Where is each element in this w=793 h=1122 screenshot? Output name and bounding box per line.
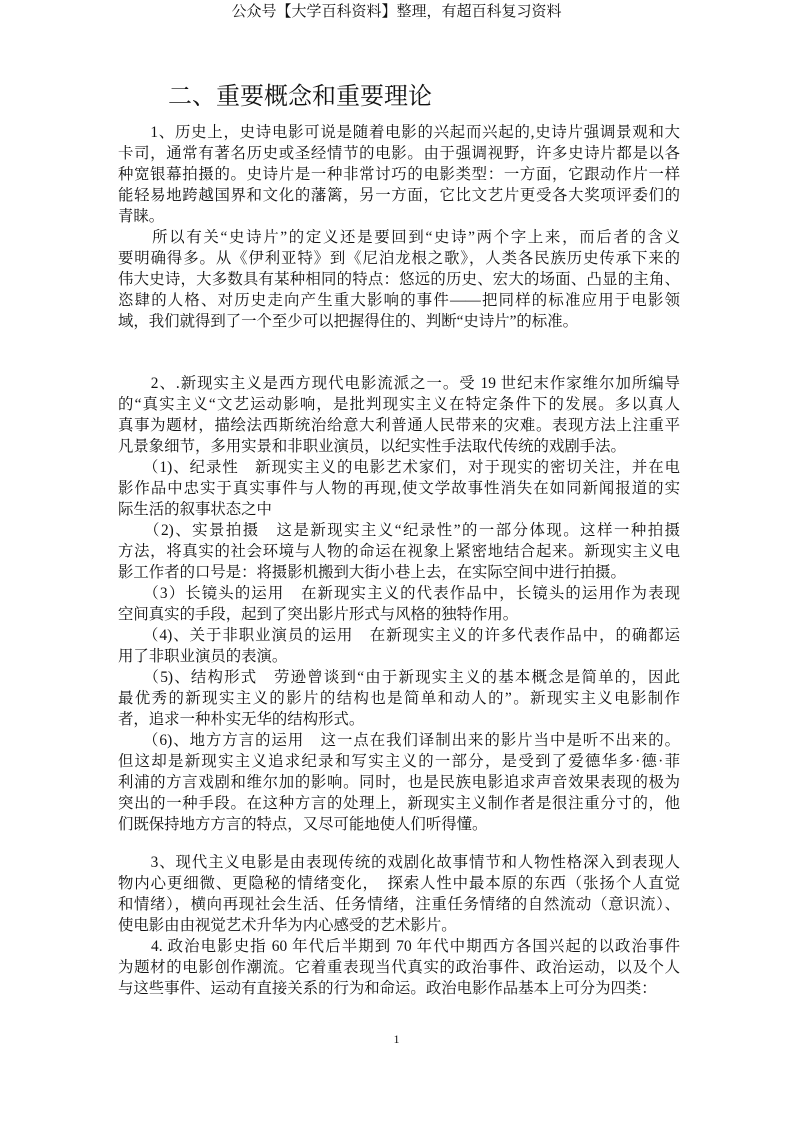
text-line: 所以有关“史诗片”的定义还是要回到“史诗”两个字上来，而后者的含义 (118, 229, 680, 246)
text-line: 的“真实主义“文艺运动影响，是批判现实主义在特定条件下的发展。多以真人 (118, 396, 680, 413)
text-line: 3、现代主义电影是由表现传统的戏剧化故事情节和人物性格深入到表现人 (118, 854, 680, 871)
text-line: （2)、实景拍摄 这是新现实主义“纪录性”的一部分体现。这样一种拍摄 (118, 522, 680, 539)
text-line: 际生活的叙事状态之中 (118, 501, 272, 518)
paragraph (118, 457, 680, 520)
text-line: 者，追求一种朴实无华的结构形式。 (118, 711, 365, 728)
text-line: （5)、结构形式 劳逊曾谈到“由于新现实主义的基本概念是简单的，因此 (118, 669, 680, 686)
paragraph (118, 730, 680, 835)
page-header: 公众号【大学百科资料】整理，有超百科复习资料 (231, 4, 562, 20)
text-line: 青睐。 (118, 208, 165, 225)
text-line: 伟大史诗，大多数具有某种相同的特点：悠远的历史、宏大的场面、凸显的主角、 (118, 271, 680, 288)
paragraph (118, 625, 680, 667)
text-line: 影作品中忠实于真实事件与人物的再现,使文学故事性消失在如同新闻报道的实 (118, 480, 680, 497)
text-line: 卡司，通常有著名历史或圣经情节的电影。由于强调视野，许多史诗片都是以各 (118, 145, 680, 162)
text-line: 但这却是新现实主义追求纪录和写实主义的一部分，是受到了爱德华多·德·菲 (118, 753, 680, 770)
text-line: 影工作者的口号是：将摄影机搬到大街小巷上去，在实际空间中进行拍摄。 (118, 564, 626, 581)
text-line: 利浦的方言戏剧和维尔加的影响。同时，也是民族电影追求声音效果表现的极为 (118, 774, 680, 791)
text-line: 突出的一种手段。在这种方言的处理上，新现实主义制作者是很注重分寸的，他 (118, 795, 680, 812)
text-line: 为题材的电影创作潮流。它着重表现当代真实的政治事件、政治运动，以及个人 (118, 959, 680, 976)
paragraph (118, 852, 680, 936)
text-line: 用了非职业演员的表演。 (118, 648, 288, 665)
text-block-epic (118, 122, 680, 332)
text-line: 使电影由由视觉艺术升华为内心感受的艺术影片。 (118, 917, 457, 934)
text-line: 4. 政治电影史指 60 年代后半期到 70 年代中期西方各国兴起的以政治事件 (118, 938, 680, 955)
text-block-neorealism (118, 373, 680, 835)
text-line: 空间真实的手段，起到了突出影片形式与风格的独特作用。 (118, 606, 519, 623)
paragraph (118, 520, 680, 583)
text-line: 种宽银幕拍摄的。史诗片是一种非常讨巧的电影类型：一方面，它跟动作片一样 (118, 166, 680, 183)
text-line: （1)、纪录性 新现实主义的电影艺术家们，对于现实的密切关注，并在电 (118, 459, 680, 476)
text-line: 能轻易地跨越国界和文化的藩篱，另一方面，它比文艺片更受各大奖项评委们的 (118, 187, 680, 204)
paragraph (118, 936, 680, 999)
section-title: 二、重要概念和重要理论 (168, 84, 432, 110)
text-line: （4)、关于非职业演员的运用 在新现实主义的许多代表作品中，的确都运 (118, 627, 680, 644)
text-line: 物内心更细微、更隐秘的情绪变化， 探索人性中最本原的东西（张扬个人直觉 (118, 875, 680, 892)
text-line: 域，我们就得到了一个至少可以把握得住的、判断“史诗片”的标准。 (118, 313, 578, 330)
paragraph (118, 667, 680, 730)
text-line: 最优秀的新现实主义的影片的结构也是简单和动人的”。新现实主义电影制作 (118, 690, 680, 707)
text-line: 方法，将真实的社会环境与人物的命运在视象上紧密地结合起来。新现实主义电 (118, 543, 680, 560)
paragraph (118, 227, 680, 332)
text-line: 1、历史上，史诗电影可说是随着电影的兴起而兴起的,史诗片强调景观和大 (118, 124, 680, 141)
paragraph (118, 583, 680, 625)
text-line: 2、.新现实主义是西方现代电影流派之一。受 19 世纪末作家维尔加所编导 (118, 375, 680, 392)
page-number: 1 (393, 1032, 400, 1046)
text-line: 凡景象细节，多用实景和非职业演员，以纪实性手法取代传统的戏剧手法。 (118, 438, 626, 455)
text-line: 和情绪），横向再现社会生活、任务情绪，注重任务情绪的自然流动（意识流）、 (118, 896, 680, 913)
paragraph (118, 122, 680, 227)
text-line: 真事为题材，描绘法西斯统治给意大利普通人民带来的灾难。表现方法上注重平 (118, 417, 680, 434)
text-line: 要明确得多。从《伊利亚特》到《尼泊龙根之歌》，人类各民族历史传承下来的 (118, 250, 680, 267)
text-line: 们既保持地方方言的特点，又尽可能地使人们听得懂。 (118, 816, 488, 833)
text-line: 恣肆的人格、对历史走向产生重大影响的事件——把同样的标准应用于电影领 (118, 292, 680, 309)
text-line: 与这些事件、运动有直接关系的行为和命运。政治电影作品基本上可分为四类： (118, 980, 657, 997)
paragraph (118, 373, 680, 457)
text-line: （3）长镜头的运用 在新现实主义的代表作品中，长镜头的运用作为表现 (118, 585, 680, 602)
text-line: （6)、地方方言的运用 这一点在我们译制出来的影片当中是听不出来的。 (118, 732, 680, 749)
text-block-modernism-politics (118, 852, 680, 999)
